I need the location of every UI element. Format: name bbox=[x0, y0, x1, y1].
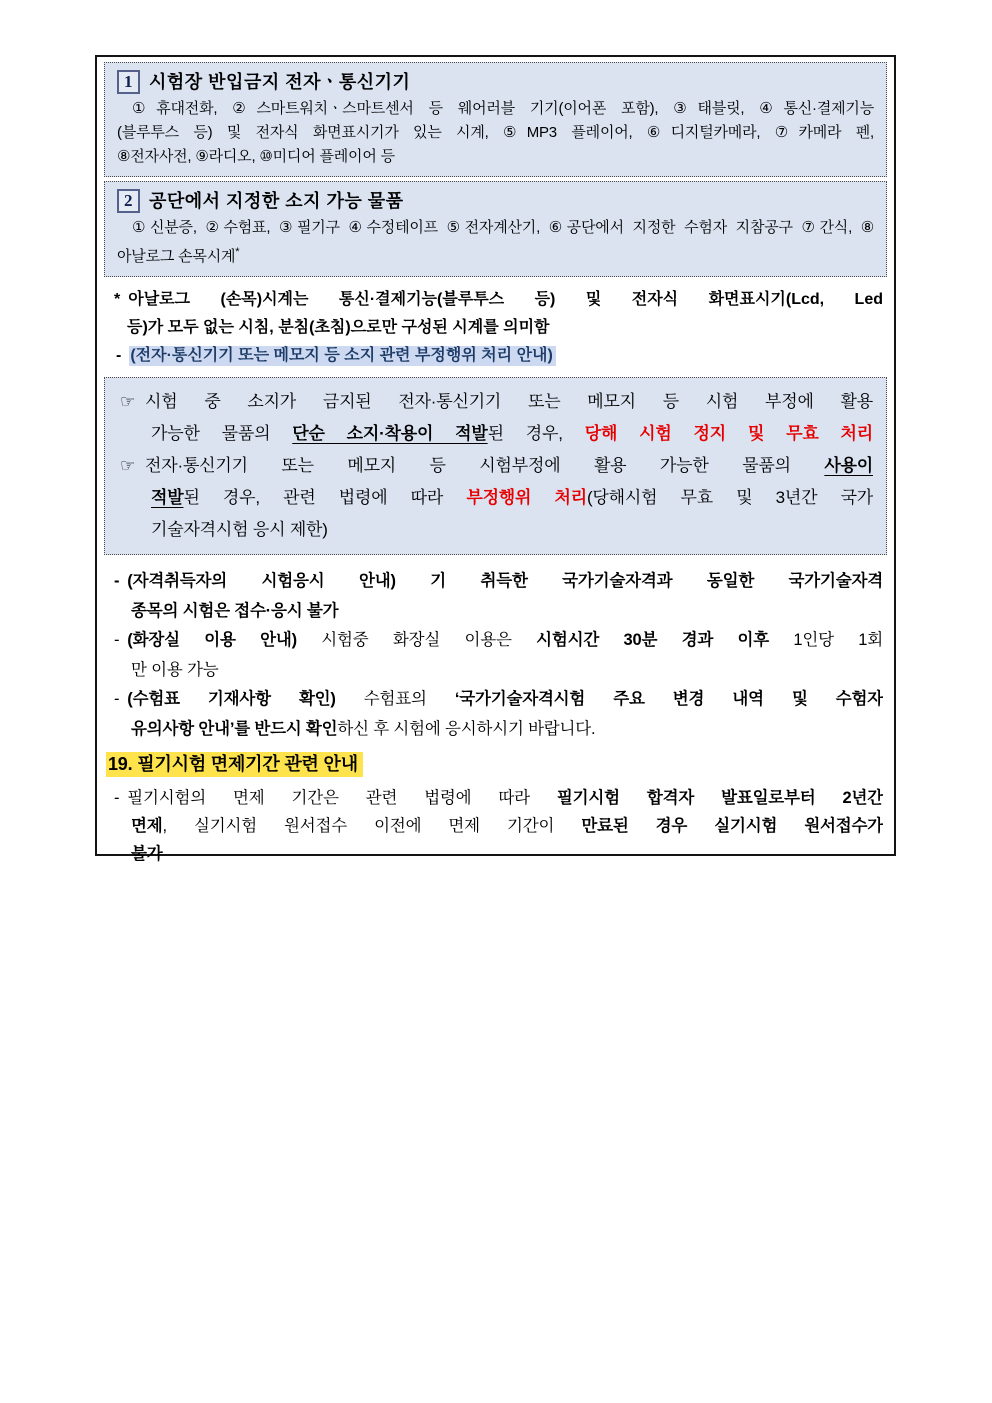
exemption-period-notice bbox=[104, 784, 887, 868]
pointing-hand-icon: ☞ bbox=[120, 456, 136, 475]
pointbox-line2-red: 당해 시험 정지 및 무효 처리 bbox=[584, 424, 873, 443]
misconduct-notice-heading bbox=[114, 342, 883, 370]
allowed-items-box bbox=[104, 181, 887, 277]
box1-number-badge: 1 bbox=[117, 70, 140, 94]
restroom-notice-line1 bbox=[114, 626, 883, 656]
misconduct-notice-highlight: (전자·통신기기 또는 메모지 등 소지 관련 부정행위 처리 안내) bbox=[129, 346, 556, 366]
box1-title-row bbox=[117, 67, 874, 97]
pointbox-line4-red: 부정행위 처리 bbox=[466, 488, 587, 507]
ticket-notice-line2-tail: 하신 후 시험에 응시하시기 바랍니다. bbox=[337, 719, 596, 738]
exemption-line2-bold2: 만료된 경우 실기시험 원서접수가 bbox=[581, 817, 883, 835]
pointbox-line2-mid: 된 경우, bbox=[487, 424, 585, 443]
note-line2: 등)가 모두 없는 시침, 분침(초침)으로만 구성된 시계를 의미함 bbox=[127, 319, 550, 336]
analog-watch-note bbox=[104, 286, 887, 370]
section-19-number: 19. bbox=[108, 754, 133, 774]
qualification-notice-line2: 종목의 시험은 접수·응시 불가 bbox=[131, 601, 339, 620]
exemption-line1-pre: 필기시험의 면제 기간은 관련 법령에 따라 bbox=[127, 789, 557, 807]
footnote-asterisk: * bbox=[235, 246, 240, 258]
exemption-line1-bold: 필기시험 합격자 발표일로부터 2년간 bbox=[556, 789, 883, 807]
exemption-line1 bbox=[114, 784, 883, 812]
restroom-notice-line2: 만 이용 가능 bbox=[131, 660, 219, 679]
qualification-notice-text: (자격취득자의 시험응시 안내) 기 취득한 국가기술자격과 동일한 국가기술자격 bbox=[127, 572, 883, 590]
pointbox-line3-underlined: 사용이 bbox=[824, 456, 873, 475]
admission-ticket-notice-line2 bbox=[114, 715, 883, 745]
box2-line1: ①신분증, ②수험표, ③필기구 ④수정테이프 ⑤전자계산기, ⑥공단에서 지정한 수험자 지참공구 ⑦간식, ⑧ bbox=[132, 219, 874, 236]
pointbox-line1 bbox=[120, 386, 873, 418]
section-19-heading bbox=[104, 750, 887, 779]
pointing-hand-icon: ☞ bbox=[120, 392, 136, 411]
box2-number-badge: 2 bbox=[117, 189, 140, 213]
ticket-notice-bold: ‘국가기술자격시험 주요 변경 내역 및 수험자 bbox=[454, 690, 883, 708]
box2-line2 bbox=[117, 240, 874, 269]
pointbox-line4 bbox=[120, 482, 873, 514]
dash-marker: - bbox=[114, 789, 120, 807]
box1-body bbox=[117, 97, 874, 169]
admission-ticket-notice-line1 bbox=[114, 685, 883, 715]
pointbox-line4-mid: 된 경우, 관련 법령에 따라 bbox=[183, 488, 467, 507]
box1-title: 시험장 반입금지 전자ㆍ통신기기 bbox=[149, 72, 411, 92]
pointbox-line2-underlined: 단순 소지·착용이 적발 bbox=[292, 424, 488, 443]
exemption-line2-bold1: 면제 bbox=[131, 817, 163, 835]
pointbox-line4-post: (당해시험 무효 및 3년간 국가 bbox=[586, 488, 873, 507]
pointbox-line1-text: 시험 중 소지가 금지된 전자·통신기기 또는 메모지 등 시험 부정에 활용 bbox=[145, 392, 873, 411]
exemption-line2 bbox=[114, 812, 883, 840]
section-19-title: 필기시험 면제기간 관련 안내 bbox=[137, 754, 358, 774]
ticket-notice-label: (수험표 기재사항 확인) bbox=[127, 690, 336, 708]
exemption-line2-mid: , 실기시험 원서접수 이전에 면제 기간이 bbox=[162, 817, 582, 835]
notice-list bbox=[104, 567, 887, 744]
misconduct-penalty-box bbox=[104, 377, 887, 555]
asterisk-marker: * bbox=[114, 291, 121, 308]
pointbox-line5: 기술자격시험 응시 제한) bbox=[151, 520, 328, 539]
box1-line1: ①휴대전화, ②스마트워치ㆍ스마트센서 등 웨어러블 기기(이어폰 포함), ③태블릿, ④통신·결제기능 bbox=[132, 100, 874, 117]
box1-line3: ⑧전자사전, ⑨라디오, ⑩미디어 플레이어 등 bbox=[117, 148, 395, 165]
pointbox-line4-underlined: 적발 bbox=[151, 488, 184, 507]
pointbox-line2-pre: 가능한 물품의 bbox=[151, 424, 293, 443]
qualification-notice-line1 bbox=[114, 567, 883, 597]
restroom-notice-bold: 시험시간 30분 경과 이후 bbox=[536, 631, 769, 649]
restroom-notice-mid: 시험중 화장실 이용은 bbox=[296, 631, 537, 649]
note-line1-text: 아날로그 (손목)시계는 통신·결제기능(블루투스 등) 및 전자식 화면표시기(Lcd, Led bbox=[128, 291, 883, 308]
box1-line2: (블루투스 등) 및 전자식 화면표시기가 있는 시계, ⑤MP3 플레이어, ⑥디지털카메라, ⑦카메라 펜, bbox=[117, 124, 874, 141]
section-19-highlight bbox=[106, 752, 363, 777]
ticket-notice-line2-bold: 유의사항 안내’를 반드시 확인 bbox=[131, 719, 338, 738]
dash-marker: - bbox=[114, 572, 120, 590]
box2-title: 공단에서 지정한 소지 가능 물품 bbox=[149, 191, 404, 211]
note-line1 bbox=[114, 286, 883, 314]
pointbox-line3 bbox=[120, 450, 873, 482]
exemption-line3: 불가 bbox=[131, 845, 163, 863]
pointbox-line2 bbox=[120, 418, 873, 450]
prohibited-devices-box bbox=[104, 62, 887, 177]
dash-marker: - bbox=[114, 631, 120, 649]
box2-title-row bbox=[117, 186, 874, 216]
dash-marker: - bbox=[114, 690, 120, 708]
box2-body bbox=[117, 216, 874, 269]
dash-marker: - bbox=[116, 347, 122, 364]
content-frame bbox=[95, 55, 896, 863]
box2-line2-text: 아날로그 손목시계 bbox=[117, 248, 236, 265]
ticket-notice-mid: 수험표의 bbox=[335, 690, 455, 708]
pointbox-line3-pre: 전자·통신기기 또는 메모지 등 시험부정에 활용 가능한 물품의 bbox=[145, 456, 825, 475]
restroom-notice-tail: 1인당 1회 bbox=[768, 631, 883, 649]
restroom-notice-label: (화장실 이용 안내) bbox=[127, 631, 297, 649]
